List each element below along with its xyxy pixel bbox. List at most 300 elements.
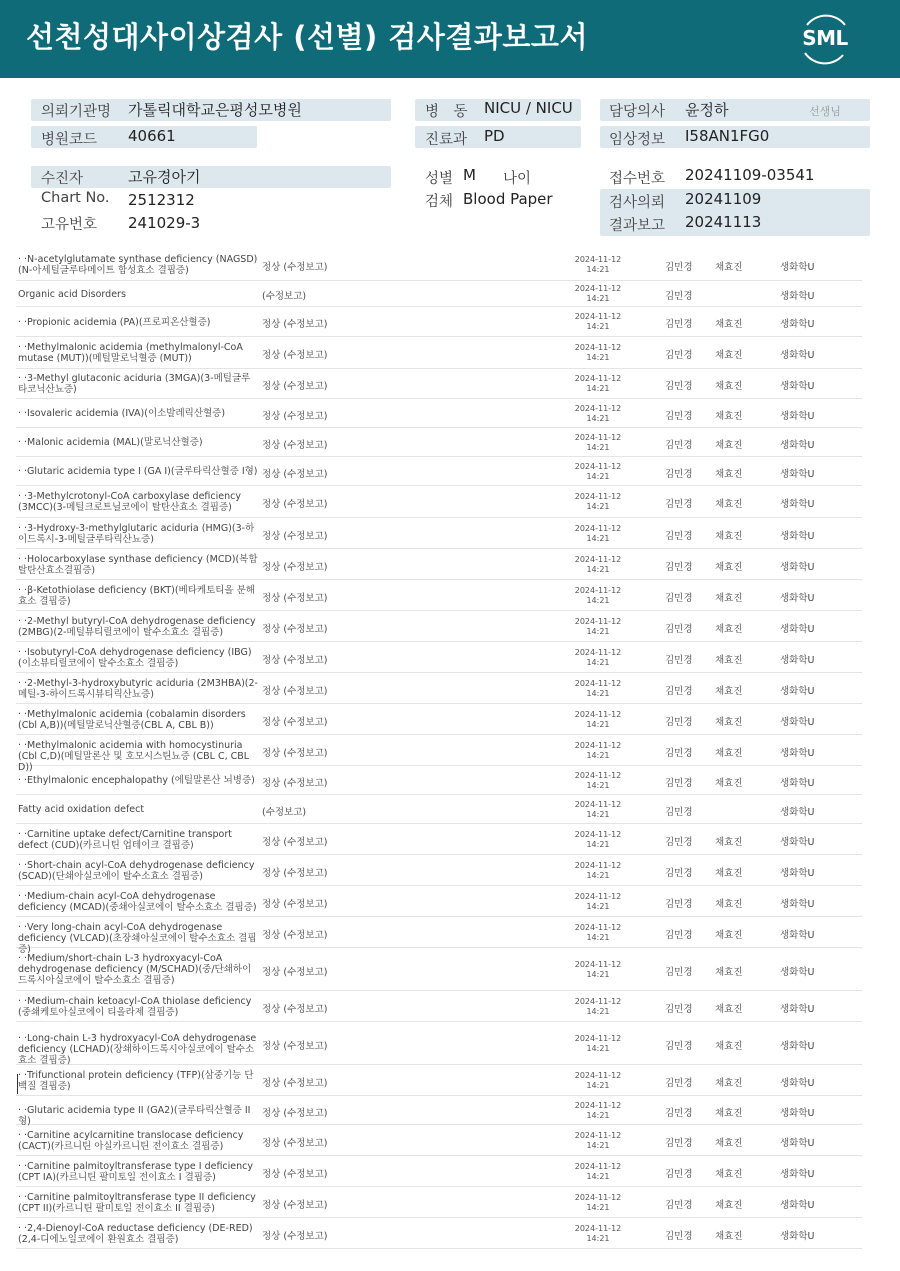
test-name: · ·N-acetylglutamate synthase deficiency (NAGSD)(N-아세틸글루타메이트 합성효소 결핍증) xyxy=(18,254,258,276)
test-name: · ·Carnitine palmitoyltransferase type II deficiency (CPT II)(카르니틴 팔미토일 전이효소 II 결핍증) xyxy=(18,1192,256,1214)
verifier-name: 채효진 xyxy=(715,1004,743,1015)
request-value: 20241109 xyxy=(685,190,762,208)
report-label: 결과보고 xyxy=(609,218,666,234)
test-result: 정상 (수정보고) xyxy=(262,1108,328,1119)
sex-label: 성별 xyxy=(425,171,454,187)
verifier-name: 채효진 xyxy=(715,778,743,789)
report-time: 14:21 xyxy=(586,443,610,452)
ward-label: 병 동 xyxy=(425,104,468,120)
test-result: 정상 (수정보고) xyxy=(262,562,328,573)
lab-department: 생화학U xyxy=(780,319,815,330)
patient-label: 수진자 xyxy=(41,171,84,187)
report-date: 2024-11-12 xyxy=(574,404,622,413)
lab-department: 생화학U xyxy=(780,1041,815,1052)
lab-department: 생화학U xyxy=(780,624,815,635)
test-result: 정상 (수정보고) xyxy=(262,262,328,273)
report-time: 14:21 xyxy=(586,384,610,393)
clinical-value: I58AN1FG0 xyxy=(685,127,770,145)
lab-department: 생화학U xyxy=(780,1138,815,1149)
patient-value: 고유경아기 xyxy=(128,168,201,186)
table-row xyxy=(16,795,862,824)
test-result: 정상 (수정보고) xyxy=(262,1041,328,1052)
test-name: Organic acid Disorders xyxy=(18,289,126,300)
lab-department: 생화학U xyxy=(780,291,815,302)
report-time: 14:21 xyxy=(586,627,610,636)
reporter-name: 김민경 xyxy=(665,748,693,759)
lab-department: 생화학U xyxy=(780,381,815,392)
lab-department: 생화학U xyxy=(780,499,815,510)
report-date: 2024-11-12 xyxy=(574,800,622,809)
test-name: · ·2,4-Dienoyl-CoA reductase deficiency (DE-RED)(2,4-디에노일코에이 환원효소 결핍증) xyxy=(18,1223,253,1245)
report-date: 2024-11-12 xyxy=(574,997,622,1006)
table-row xyxy=(16,766,862,795)
lab-department: 생화학U xyxy=(780,807,815,818)
doctor-value: 윤정하 xyxy=(685,101,729,119)
report-date: 2024-11-12 xyxy=(574,617,622,626)
table-row xyxy=(16,824,862,855)
verifier-name: 채효진 xyxy=(715,686,743,697)
verifier-name: 채효진 xyxy=(715,837,743,848)
report-date: 2024-11-12 xyxy=(574,1101,622,1110)
test-name: · ·Glutaric acidemia type II (GA2)(글루타릭산혈증 II형) xyxy=(18,1105,251,1127)
test-result: 정상 (수정보고) xyxy=(262,469,328,480)
test-name: · ·Trifunctional protein deficiency (TFP)(삼중기능 단백질 결핍증) xyxy=(18,1070,254,1092)
report-date: 2024-11-12 xyxy=(574,433,622,442)
report-date: 2024-11-12 xyxy=(574,343,622,352)
report-datetime xyxy=(572,800,624,820)
report-date: 2024-11-12 xyxy=(574,679,622,688)
report-time: 14:21 xyxy=(586,565,610,574)
report-date: 2024-11-12 xyxy=(574,462,622,471)
reporter-name: 김민경 xyxy=(665,686,693,697)
test-name: · ·Isobutyryl-CoA dehydrogenase deficiency (IBG)(이소뷰티릴코에이 탈수소효소 결핍증) xyxy=(18,647,252,669)
table-row xyxy=(16,580,862,611)
reporter-name: 김민경 xyxy=(665,1169,693,1180)
reporter-name: 김민경 xyxy=(665,531,693,542)
report-datetime xyxy=(572,830,624,850)
reporter-name: 김민경 xyxy=(665,1004,693,1015)
lab-department: 생화학U xyxy=(780,899,815,910)
verifier-name: 채효진 xyxy=(715,1138,743,1149)
lab-department: 생화학U xyxy=(780,411,815,422)
report-datetime xyxy=(572,648,624,668)
table-row xyxy=(16,428,862,457)
reporter-name: 김민경 xyxy=(665,291,693,302)
report-datetime xyxy=(572,1034,624,1054)
test-result: (수정보고) xyxy=(262,807,307,818)
receipt-value: 20241109-03541 xyxy=(685,166,815,184)
report-datetime xyxy=(572,1224,624,1244)
report-date: 2024-11-12 xyxy=(574,1193,622,1202)
reporter-name: 김민경 xyxy=(665,899,693,910)
report-time: 14:21 xyxy=(586,1044,610,1053)
test-name: · ·3-Methyl glutaconic aciduria (3MGA)(3-메틸글루타코닉산뇨증) xyxy=(18,373,251,395)
test-name: · ·Short-chain acyl-CoA dehydrogenase deficiency (SCAD)(단쇄아실코에이 탈수소효소 결핍증) xyxy=(18,860,255,882)
test-result: 정상 (수정보고) xyxy=(262,748,328,759)
lab-department: 생화학U xyxy=(780,778,815,789)
reporter-name: 김민경 xyxy=(665,1041,693,1052)
report-date: 2024-11-12 xyxy=(574,960,622,969)
verifier-name: 채효진 xyxy=(715,562,743,573)
report-time: 14:21 xyxy=(586,1172,610,1181)
verifier-name: 채효진 xyxy=(715,1041,743,1052)
test-name: · ·Holocarboxylase synthase deficiency (MCD)(복합 탈탄산효소결핍증) xyxy=(18,554,258,576)
report-datetime xyxy=(572,1071,624,1091)
report-date: 2024-11-12 xyxy=(574,648,622,657)
test-name: · ·Malonic acidemia (MAL)(말로닉산혈증) xyxy=(18,437,203,448)
table-row xyxy=(16,1096,862,1125)
test-result: 정상 (수정보고) xyxy=(262,899,328,910)
table-row xyxy=(16,337,862,369)
dept-label: 진료과 xyxy=(425,132,468,148)
reporter-name: 김민경 xyxy=(665,1231,693,1242)
test-name: · ·Ethylmalonic encephalopathy (에틸말론산 뇌병증) xyxy=(18,775,255,786)
reporter-name: 김민경 xyxy=(665,1200,693,1211)
reporter-name: 김민경 xyxy=(665,499,693,510)
report-datetime xyxy=(572,404,624,424)
report-datetime xyxy=(572,312,624,332)
verifier-name: 채효진 xyxy=(715,624,743,635)
results-table xyxy=(16,249,862,1249)
report-date: 2024-11-12 xyxy=(574,710,622,719)
test-result: (수정보고) xyxy=(262,291,307,302)
table-row xyxy=(16,886,862,917)
test-result: 정상 (수정보고) xyxy=(262,837,328,848)
report-date: 2024-11-12 xyxy=(574,255,622,264)
lab-department: 생화학U xyxy=(780,1231,815,1242)
chart-value: 2512312 xyxy=(128,191,195,209)
reporter-name: 김민경 xyxy=(665,837,693,848)
test-name: · ·Methylmalonic acidemia (methylmalonyl-CoA mutase (MUT))(메틸말로닉혈증 (MUT)) xyxy=(18,342,243,364)
report-date: 2024-11-12 xyxy=(574,1071,622,1080)
reporter-name: 김민경 xyxy=(665,562,693,573)
lab-department: 생화학U xyxy=(780,655,815,666)
table-row xyxy=(16,917,862,955)
report-date: 2024-11-12 xyxy=(574,771,622,780)
report-time: 14:21 xyxy=(586,1203,610,1212)
reporter-name: 김민경 xyxy=(665,440,693,451)
report-date: 2024-11-12 xyxy=(574,1162,622,1171)
logo-text: SML xyxy=(802,26,848,50)
table-row xyxy=(16,549,862,580)
age-label: 나이 xyxy=(503,171,532,187)
report-datetime xyxy=(572,255,624,275)
reporter-name: 김민경 xyxy=(665,1138,693,1149)
report-datetime xyxy=(572,343,624,363)
test-name: · ·Medium/short-chain L-3 hydroxyacyl-CoA dehydrogenase deficiency (M/SCHAD)(중/단쇄하이드록시아실코에이 탈수소효소 결핍증) xyxy=(18,953,252,986)
test-name: · ·Carnitine acylcarnitine translocase deficiency (CACT)(카르니틴 아실카르니틴 전이효소 결핍증) xyxy=(18,1130,244,1152)
verifier-name: 채효진 xyxy=(715,1231,743,1242)
table-row xyxy=(16,457,862,486)
hospital-code-label: 병원코드 xyxy=(41,132,98,148)
test-name: · ·Methylmalonic acidemia with homocystinuria (Cbl C,D)(메틸말론산 및 호모시스틴뇨증 (CBL C, CBL D)) xyxy=(18,740,250,773)
report-time: 14:21 xyxy=(586,472,610,481)
institution-label: 의뢰기관명 xyxy=(41,104,112,120)
lab-department: 생화학U xyxy=(780,562,815,573)
clinical-label: 임상정보 xyxy=(609,132,666,148)
test-result: 정상 (수정보고) xyxy=(262,778,328,789)
reporter-name: 김민경 xyxy=(665,469,693,480)
reporter-name: 김민경 xyxy=(665,624,693,635)
report-time: 14:21 xyxy=(586,353,610,362)
report-datetime xyxy=(572,861,624,881)
test-name: · ·Very long-chain acyl-CoA dehydrogenase deficiency (VLCAD)(초장쇄아실코에이 탈수소효소 결핍증) xyxy=(18,922,257,955)
verifier-name: 채효진 xyxy=(715,319,743,330)
report-date: 2024-11-12 xyxy=(574,1131,622,1140)
report-time: 14:21 xyxy=(586,1141,610,1150)
test-result: 정상 (수정보고) xyxy=(262,624,328,635)
table-row xyxy=(16,399,862,428)
test-result: 정상 (수정보고) xyxy=(262,967,328,978)
institution-value: 가톨릭대학교은평성모병원 xyxy=(128,101,302,119)
chart-label: Chart No. xyxy=(41,190,110,206)
table-row xyxy=(16,249,862,281)
test-result: 정상 (수정보고) xyxy=(262,499,328,510)
reporter-name: 김민경 xyxy=(665,411,693,422)
patient-box xyxy=(31,166,391,188)
table-row xyxy=(16,1065,862,1096)
lab-department: 생화학U xyxy=(780,1200,815,1211)
reporter-name: 김민경 xyxy=(665,930,693,941)
reporter-name: 김민경 xyxy=(665,807,693,818)
test-result: 정상 (수정보고) xyxy=(262,593,328,604)
test-name: · ·Medium-chain acyl-CoA dehydrogenase deficiency (MCAD)(중쇄아실코에이 탈수소효소 결핍증) xyxy=(18,891,257,913)
report-date: 2024-11-12 xyxy=(574,830,622,839)
table-row xyxy=(16,1218,862,1249)
lab-department: 생화학U xyxy=(780,531,815,542)
report-datetime xyxy=(572,960,624,980)
verifier-name: 채효진 xyxy=(715,531,743,542)
test-name: · ·Glutaric acidemia type I (GA I)(글루타릭산혈증 I형) xyxy=(18,466,258,477)
test-name: · ·Methylmalonic acidemia (cobalamin disorders (Cbl A,B))(메틸말로닉산혈증(CBL A, CBL B)) xyxy=(18,709,246,731)
request-label: 검사의뢰 xyxy=(609,195,666,211)
patient-info-panel xyxy=(0,94,900,244)
report-time: 14:21 xyxy=(586,265,610,274)
test-result: 정상 (수정보고) xyxy=(262,531,328,542)
test-name: · ·2-Methyl-3-hydroxybutyric aciduria (2M3HBA)(2-메틸-3-하이드록시뷰티릭산뇨증) xyxy=(18,678,258,700)
report-time: 14:21 xyxy=(586,1234,610,1243)
test-result: 정상 (수정보고) xyxy=(262,655,328,666)
report-date: 2024-11-12 xyxy=(574,1224,622,1233)
report-datetime xyxy=(572,923,624,943)
lab-department: 생화학U xyxy=(780,748,815,759)
report-date: 2024-11-12 xyxy=(574,892,622,901)
ward-value: NICU / NICU xyxy=(484,99,573,117)
reporter-name: 김민경 xyxy=(665,262,693,273)
report-title: 선천성대사이상검사 (선별) 검사결과보고서 xyxy=(26,20,588,54)
lab-department: 생화학U xyxy=(780,868,815,879)
lab-department: 생화학U xyxy=(780,717,815,728)
reporter-name: 김민경 xyxy=(665,655,693,666)
lab-department: 생화학U xyxy=(780,1078,815,1089)
dept-value: PD xyxy=(484,127,505,145)
test-name: · ·β-Ketothiolase deficiency (BKT)(베타케토티올 분해효소 결핍증) xyxy=(18,585,255,607)
reporter-name: 김민경 xyxy=(665,350,693,361)
test-name: · ·3-Methylcrotonyl-CoA carboxylase deficiency (3MCC)(3-메틸크로트닐코에이 탈탄산효소 결핍증) xyxy=(18,491,241,513)
report-time: 14:21 xyxy=(586,689,610,698)
lab-department: 생화학U xyxy=(780,469,815,480)
table-row xyxy=(16,1022,862,1065)
report-time: 14:21 xyxy=(586,781,610,790)
report-datetime xyxy=(572,433,624,453)
reporter-name: 김민경 xyxy=(665,593,693,604)
report-datetime xyxy=(572,462,624,482)
report-value: 20241113 xyxy=(685,213,762,231)
test-result: 정상 (수정보고) xyxy=(262,1200,328,1211)
report-time: 14:21 xyxy=(586,902,610,911)
table-row xyxy=(16,855,862,886)
report-time: 14:21 xyxy=(586,840,610,849)
sml-logo xyxy=(797,11,853,67)
report-date: 2024-11-12 xyxy=(574,555,622,564)
verifier-name: 채효진 xyxy=(715,1078,743,1089)
report-time: 14:21 xyxy=(586,1111,610,1120)
report-datetime xyxy=(572,1162,624,1182)
table-row xyxy=(16,307,862,337)
report-datetime xyxy=(572,1131,624,1151)
report-datetime xyxy=(572,492,624,512)
reporter-name: 김민경 xyxy=(665,381,693,392)
table-row xyxy=(16,1125,862,1156)
report-date: 2024-11-12 xyxy=(574,586,622,595)
report-datetime xyxy=(572,997,624,1017)
report-header xyxy=(0,0,900,78)
reporter-name: 김민경 xyxy=(665,319,693,330)
report-datetime xyxy=(572,555,624,575)
report-datetime xyxy=(572,892,624,912)
lab-department: 생화학U xyxy=(780,837,815,848)
report-date: 2024-11-12 xyxy=(574,1034,622,1043)
lab-department: 생화학U xyxy=(780,593,815,604)
lab-department: 생화학U xyxy=(780,1169,815,1180)
report-date: 2024-11-12 xyxy=(574,923,622,932)
lab-department: 생화학U xyxy=(780,350,815,361)
specimen-value: Blood Paper xyxy=(463,190,553,208)
report-date: 2024-11-12 xyxy=(574,374,622,383)
lab-department: 생화학U xyxy=(780,262,815,273)
reporter-name: 김민경 xyxy=(665,868,693,879)
table-row xyxy=(16,486,862,518)
report-datetime xyxy=(572,586,624,606)
table-row xyxy=(16,281,862,307)
table-row xyxy=(16,611,862,642)
report-datetime xyxy=(572,524,624,544)
report-time: 14:21 xyxy=(586,751,610,760)
verifier-name: 채효진 xyxy=(715,381,743,392)
test-name: · ·Carnitine uptake defect/Carnitine transport defect (CUD)(카르니틴 업테이크 결핍증) xyxy=(18,829,233,851)
reporter-name: 김민경 xyxy=(665,717,693,728)
test-result: 정상 (수정보고) xyxy=(262,411,328,422)
test-result: 정상 (수정보고) xyxy=(262,1004,328,1015)
verifier-name: 채효진 xyxy=(715,967,743,978)
report-time: 14:21 xyxy=(586,970,610,979)
verifier-name: 채효진 xyxy=(715,262,743,273)
lab-department: 생화학U xyxy=(780,967,815,978)
table-row xyxy=(16,991,862,1022)
report-time: 14:21 xyxy=(586,1081,610,1090)
report-time: 14:21 xyxy=(586,596,610,605)
test-result: 정상 (수정보고) xyxy=(262,319,328,330)
sex-value: M xyxy=(463,166,476,184)
verifier-name: 채효진 xyxy=(715,1169,743,1180)
report-date: 2024-11-12 xyxy=(574,861,622,870)
test-result: 정상 (수정보고) xyxy=(262,1138,328,1149)
test-result: 정상 (수정보고) xyxy=(262,350,328,361)
report-datetime xyxy=(572,1193,624,1213)
report-time: 14:21 xyxy=(586,294,610,303)
test-result: 정상 (수정보고) xyxy=(262,717,328,728)
report-time: 14:21 xyxy=(586,322,610,331)
lab-department: 생화학U xyxy=(780,930,815,941)
table-row xyxy=(16,642,862,673)
test-result: 정상 (수정보고) xyxy=(262,930,328,941)
table-row xyxy=(16,518,862,549)
test-name: · ·2-Methyl butyryl-CoA dehydrogenase deficiency (2MBG)(2-메틸뷰티릴코에이 탈수소효소 결핍증) xyxy=(18,616,256,638)
verifier-name: 채효진 xyxy=(715,1200,743,1211)
report-datetime xyxy=(572,617,624,637)
verifier-name: 채효진 xyxy=(715,868,743,879)
doctor-suffix: 선생님 xyxy=(809,105,841,118)
reporter-name: 김민경 xyxy=(665,967,693,978)
reporter-name: 김민경 xyxy=(665,1078,693,1089)
verifier-name: 채효진 xyxy=(715,655,743,666)
verifier-name: 채효진 xyxy=(715,411,743,422)
test-name: · ·Long-chain L-3 hydroxyacyl-CoA dehydrogenase deficiency (LCHAD)(장쇄하이드록시아실코에이 탈수소효소 결핍증) xyxy=(18,1033,257,1066)
specimen-label: 검체 xyxy=(425,194,454,210)
report-datetime xyxy=(572,374,624,394)
test-result: 정상 (수정보고) xyxy=(262,440,328,451)
reporter-name: 김민경 xyxy=(665,1108,693,1119)
report-date: 2024-11-12 xyxy=(574,524,622,533)
report-datetime xyxy=(572,679,624,699)
table-row xyxy=(16,369,862,399)
report-datetime xyxy=(572,284,624,304)
test-name: Fatty acid oxidation defect xyxy=(18,804,145,815)
receipt-label: 접수번호 xyxy=(609,171,666,187)
table-row xyxy=(16,948,862,991)
test-name: · ·Propionic acidemia (PA)(프로피온산혈증) xyxy=(18,317,211,328)
report-time: 14:21 xyxy=(586,502,610,511)
test-result: 정상 (수정보고) xyxy=(262,686,328,697)
test-name: · ·3-Hydroxy-3-methylglutaric aciduria (HMG)(3-하이드록시-3-메틸글루타릭산뇨증) xyxy=(18,523,255,545)
table-row xyxy=(16,673,862,704)
lab-department: 생화학U xyxy=(780,440,815,451)
table-row xyxy=(16,1187,862,1218)
test-result: 정상 (수정보고) xyxy=(262,1078,328,1089)
report-time: 14:21 xyxy=(586,534,610,543)
reporter-name: 김민경 xyxy=(665,778,693,789)
test-name: · ·Medium-chain ketoacyl-CoA thiolase deficiency (중쇄케토아실코에이 티올라제 결핍증) xyxy=(18,996,252,1018)
report-date: 2024-11-12 xyxy=(574,284,622,293)
unique-value: 241029-3 xyxy=(128,214,201,232)
test-result: 정상 (수정보고) xyxy=(262,1169,328,1180)
report-time: 14:21 xyxy=(586,720,610,729)
report-datetime xyxy=(572,1101,624,1121)
text-cursor xyxy=(17,1074,18,1094)
verifier-name: 채효진 xyxy=(715,499,743,510)
report-time: 14:21 xyxy=(586,658,610,667)
table-row xyxy=(16,735,862,773)
test-result: 정상 (수정보고) xyxy=(262,1231,328,1242)
test-name: · ·Carnitine palmitoyltransferase type I deficiency (CPT IA)(카르니틴 팔미토일 전이효소 I 결핍증) xyxy=(18,1161,253,1183)
lab-department: 생화학U xyxy=(780,1004,815,1015)
verifier-name: 채효진 xyxy=(715,717,743,728)
verifier-name: 채효진 xyxy=(715,930,743,941)
verifier-name: 채효진 xyxy=(715,1108,743,1119)
test-name: · ·Isovaleric acidemia (IVA)(이소발레릭산혈증) xyxy=(18,408,226,419)
test-result: 정상 (수정보고) xyxy=(262,868,328,879)
doctor-label: 담당의사 xyxy=(609,104,666,120)
